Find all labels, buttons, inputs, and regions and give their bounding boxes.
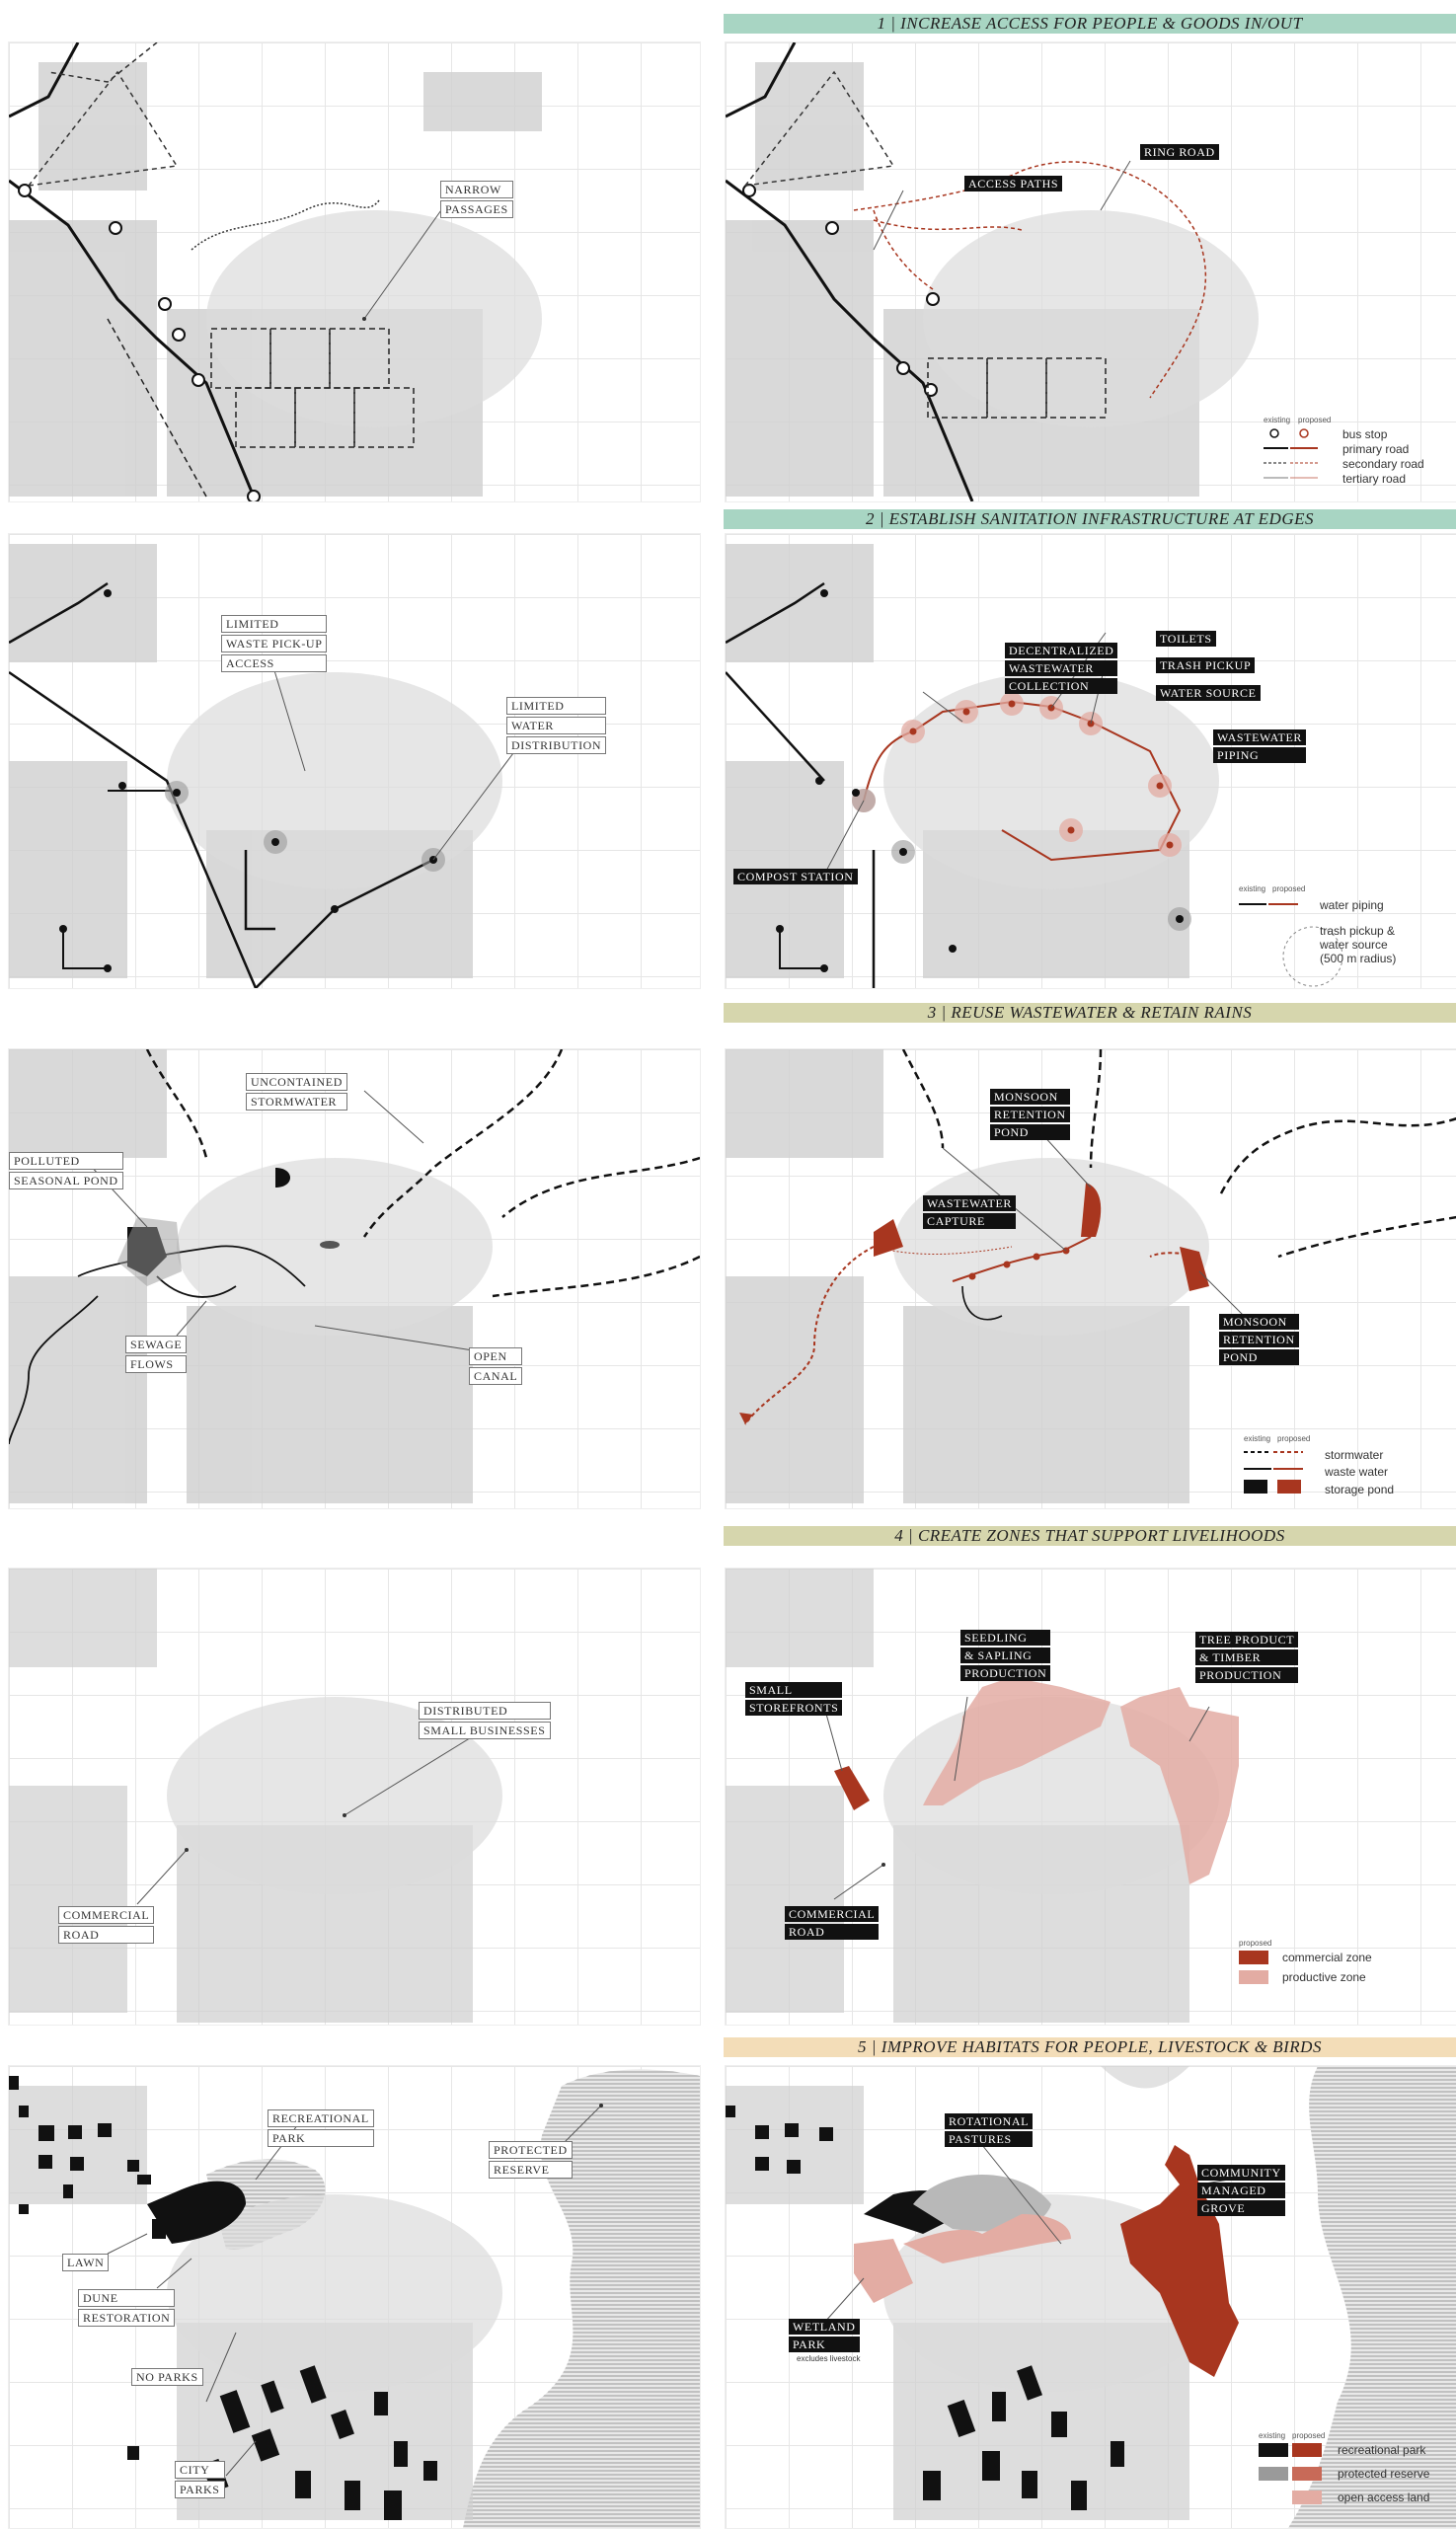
label-line: PRODUCTION — [960, 1665, 1050, 1681]
label-distributed-businesses — [419, 1702, 551, 1741]
label-line: WATER SOURCE — [1156, 685, 1261, 701]
label-line: SEASONAL POND — [9, 1172, 123, 1189]
label-line: STOREFRONTS — [745, 1700, 842, 1716]
legend-access-symbols — [1259, 423, 1328, 502]
legend-proposed: proposed — [1277, 1434, 1311, 1443]
banner-4: 4 | CREATE ZONES THAT SUPPORT LIVELIHOODS — [724, 1526, 1456, 1546]
map-panel-4-proposed — [725, 1568, 1456, 2026]
label-line: PASSAGES — [440, 200, 513, 218]
map-water-existing — [9, 1049, 700, 1508]
label-line: CAPTURE — [923, 1213, 1016, 1229]
label-open-canal — [469, 1347, 522, 1387]
label-recreational-park — [268, 2109, 374, 2149]
label-access-paths — [964, 176, 1062, 193]
map-panel-2-existing — [8, 533, 701, 989]
map-panel-3-proposed — [725, 1048, 1456, 1509]
label-line: WASTEWATER — [1213, 729, 1306, 745]
map-sanitation-existing — [9, 534, 700, 988]
label-line: RESERVE — [489, 2161, 573, 2179]
label-line: PARKS — [175, 2481, 225, 2498]
legend-swatch-protected-existing — [1259, 2467, 1288, 2481]
legend-proposed: proposed — [1239, 1939, 1272, 1948]
label-city-parks — [175, 2461, 225, 2500]
label-line: NO PARKS — [131, 2368, 203, 2386]
label-line: OPEN — [469, 1347, 522, 1365]
label-line: GROVE — [1197, 2200, 1285, 2216]
legend-existing: existing — [1239, 884, 1266, 893]
label-line: RETENTION — [1219, 1332, 1299, 1347]
label-line: SEWAGE — [125, 1336, 187, 1353]
label-sewage-flows — [125, 1336, 187, 1375]
label-line: & SAPLING — [960, 1648, 1050, 1663]
label-line: LAWN — [62, 2254, 109, 2271]
legend-item: protected reserve — [1338, 2467, 1430, 2481]
label-line: DUNE — [78, 2289, 175, 2307]
label-line: ROAD — [785, 1924, 879, 1940]
label-line: ACCESS PATHS — [964, 176, 1062, 192]
legend-item: productive zone — [1282, 1970, 1366, 1984]
label-protected-reserve — [489, 2141, 573, 2181]
label-line: PASTURES — [945, 2131, 1033, 2147]
label-line: WASTE PICK-UP — [221, 635, 327, 652]
label-line: WASTEWATER — [1005, 660, 1117, 676]
label-line: LIMITED — [221, 615, 327, 633]
label-line: TRASH PICKUP — [1156, 657, 1255, 673]
label-line: RETENTION — [990, 1107, 1070, 1122]
label-line: RING ROAD — [1140, 144, 1219, 160]
legend-item: secondary road — [1342, 457, 1424, 471]
legend-item: storage pond — [1325, 1483, 1395, 1496]
legend-item: tertiary road — [1342, 472, 1407, 486]
label-no-parks — [131, 2368, 203, 2388]
map-panel-1-existing — [8, 41, 701, 502]
label-line: FLOWS — [125, 1355, 187, 1373]
label-line: WATER — [506, 717, 606, 734]
label-line: WETLAND — [789, 2319, 860, 2335]
map-panel-1-proposed — [725, 41, 1456, 502]
label-line: ACCESS — [221, 654, 327, 672]
label-ring-road — [1140, 144, 1219, 162]
map-panel-2-proposed — [725, 533, 1456, 989]
label-compost-station — [733, 869, 858, 886]
label-toilets — [1156, 631, 1216, 649]
label-line: & TIMBER — [1195, 1649, 1298, 1665]
label-line: RECREATIONAL — [268, 2109, 374, 2127]
label-commercial-road-proposed — [785, 1906, 879, 1942]
legend-livelihood — [1239, 1939, 1451, 1998]
label-line: RESTORATION — [78, 2309, 175, 2327]
label-decentralized — [1005, 643, 1117, 696]
label-line: WASTEWATER — [923, 1195, 1016, 1211]
label-line: SEEDLING — [960, 1630, 1050, 1646]
label-tree-product — [1195, 1632, 1298, 1685]
label-line: CANAL — [469, 1367, 522, 1385]
label-monsoon-pond-1 — [990, 1089, 1070, 1142]
legend-item: open access land — [1338, 2491, 1430, 2504]
map-access-existing — [9, 42, 700, 501]
legend-item: water source — [1320, 938, 1388, 952]
label-line: COMMERCIAL — [785, 1906, 879, 1922]
label-line: PRODUCTION — [1195, 1667, 1298, 1683]
label-line: NARROW — [440, 181, 513, 198]
legend-water-symbols — [1244, 1442, 1313, 1506]
label-narrow-passages — [440, 181, 513, 220]
label-line: MONSOON — [990, 1089, 1070, 1105]
legend-swatch-recreational-proposed — [1292, 2443, 1322, 2457]
label-water-source — [1156, 685, 1261, 703]
legend-item: primary road — [1342, 442, 1410, 456]
label-line: CITY — [175, 2461, 225, 2479]
legend-sanitation — [1239, 884, 1451, 983]
legend-swatch-protected-proposed — [1292, 2467, 1322, 2481]
map-panel-5-existing — [8, 2065, 701, 2529]
legend-proposed: proposed — [1298, 416, 1332, 424]
label-line: UNCONTAINED — [246, 1073, 347, 1091]
label-line: PROTECTED — [489, 2141, 573, 2159]
label-commercial-road — [58, 1906, 154, 1946]
banner-5: 5 | IMPROVE HABITATS FOR PEOPLE, LIVESTOCK & BIRDS — [724, 2037, 1456, 2057]
label-line: MONSOON — [1219, 1314, 1299, 1330]
legend-swatch-open-proposed — [1292, 2491, 1322, 2504]
legend-access — [1259, 416, 1456, 502]
banner-2: 2 | ESTABLISH SANITATION INFRASTRUCTURE AT EDGES — [724, 509, 1456, 529]
label-line: DISTRIBUTED — [419, 1702, 551, 1720]
legend-item: commercial zone — [1282, 1951, 1372, 1964]
map-panel-4-existing — [8, 1568, 701, 2026]
label-line: COMPOST STATION — [733, 869, 858, 884]
legend-habitat — [1259, 2431, 1456, 2525]
legend-swatch-commercial — [1239, 1951, 1268, 1964]
legend-item: recreational park — [1338, 2443, 1426, 2457]
label-line: COMMUNITY — [1197, 2165, 1285, 2181]
legend-piping-symbol — [1239, 894, 1308, 914]
label-trash-pickup — [1156, 657, 1255, 675]
label-line: POND — [1219, 1349, 1299, 1365]
legend-item: (500 m radius) — [1320, 952, 1397, 965]
label-lawn — [62, 2254, 109, 2273]
label-line: POND — [990, 1124, 1070, 1140]
label-line: TOILETS — [1156, 631, 1216, 647]
legend-proposed: proposed — [1292, 2431, 1326, 2440]
map-panel-3-existing — [8, 1048, 701, 1509]
label-line: PIPING — [1213, 747, 1306, 763]
label-line: STORMWATER — [246, 1093, 347, 1111]
label-line: MANAGED — [1197, 2183, 1285, 2198]
legend-existing: existing — [1244, 1434, 1271, 1443]
legend-water — [1244, 1434, 1456, 1508]
map-panel-5-proposed — [725, 2065, 1456, 2529]
label-line: DISTRIBUTION — [506, 736, 606, 754]
legend-swatch-productive — [1239, 1970, 1268, 1984]
label-excludes-livestock: excludes livestock — [797, 2354, 861, 2363]
legend-item: waste water — [1325, 1465, 1389, 1479]
banner-3: 3 | REUSE WASTEWATER & RETAIN RAINS — [724, 1003, 1456, 1023]
map-livelihood-existing — [9, 1569, 700, 2025]
label-polluted-pond — [9, 1152, 123, 1191]
legend-item: water piping — [1320, 898, 1384, 912]
label-line: ROAD — [58, 1926, 154, 1944]
label-community-grove — [1197, 2165, 1285, 2218]
label-dune-restoration — [78, 2289, 175, 2329]
label-line: DECENTRALIZED — [1005, 643, 1117, 658]
legend-existing: existing — [1259, 2431, 1286, 2440]
label-line: COLLECTION — [1005, 678, 1117, 694]
banner-1: 1 | INCREASE ACCESS FOR PEOPLE & GOODS IN/OUT — [724, 14, 1456, 34]
legend-item: bus stop — [1342, 427, 1388, 441]
legend-proposed: proposed — [1272, 884, 1306, 893]
label-wastewater-capture — [923, 1195, 1016, 1231]
label-monsoon-pond-2 — [1219, 1314, 1299, 1367]
label-small-storefronts — [745, 1682, 842, 1718]
label-line: TREE PRODUCT — [1195, 1632, 1298, 1648]
label-line: SMALL — [745, 1682, 842, 1698]
label-line: SMALL BUSINESSES — [419, 1722, 551, 1739]
label-line: ROTATIONAL — [945, 2113, 1033, 2129]
label-uncontained-stormwater — [246, 1073, 347, 1112]
legend-existing: existing — [1264, 416, 1291, 424]
legend-item: trash pickup & — [1320, 924, 1396, 938]
label-line: LIMITED — [506, 697, 606, 715]
label-line: POLLUTED — [9, 1152, 123, 1170]
label-seedling-production — [960, 1630, 1050, 1683]
label-wetland-park — [789, 2319, 860, 2354]
label-line: PARK — [268, 2129, 374, 2147]
legend-swatch-recreational-existing — [1259, 2443, 1288, 2457]
label-line: PARK — [789, 2337, 860, 2352]
label-wastewater-piping — [1213, 729, 1306, 765]
label-limited-waste — [221, 615, 327, 674]
label-rotational-pastures — [945, 2113, 1033, 2149]
label-limited-water — [506, 697, 606, 756]
legend-item: stormwater — [1325, 1448, 1384, 1462]
label-line: COMMERCIAL — [58, 1906, 154, 1924]
